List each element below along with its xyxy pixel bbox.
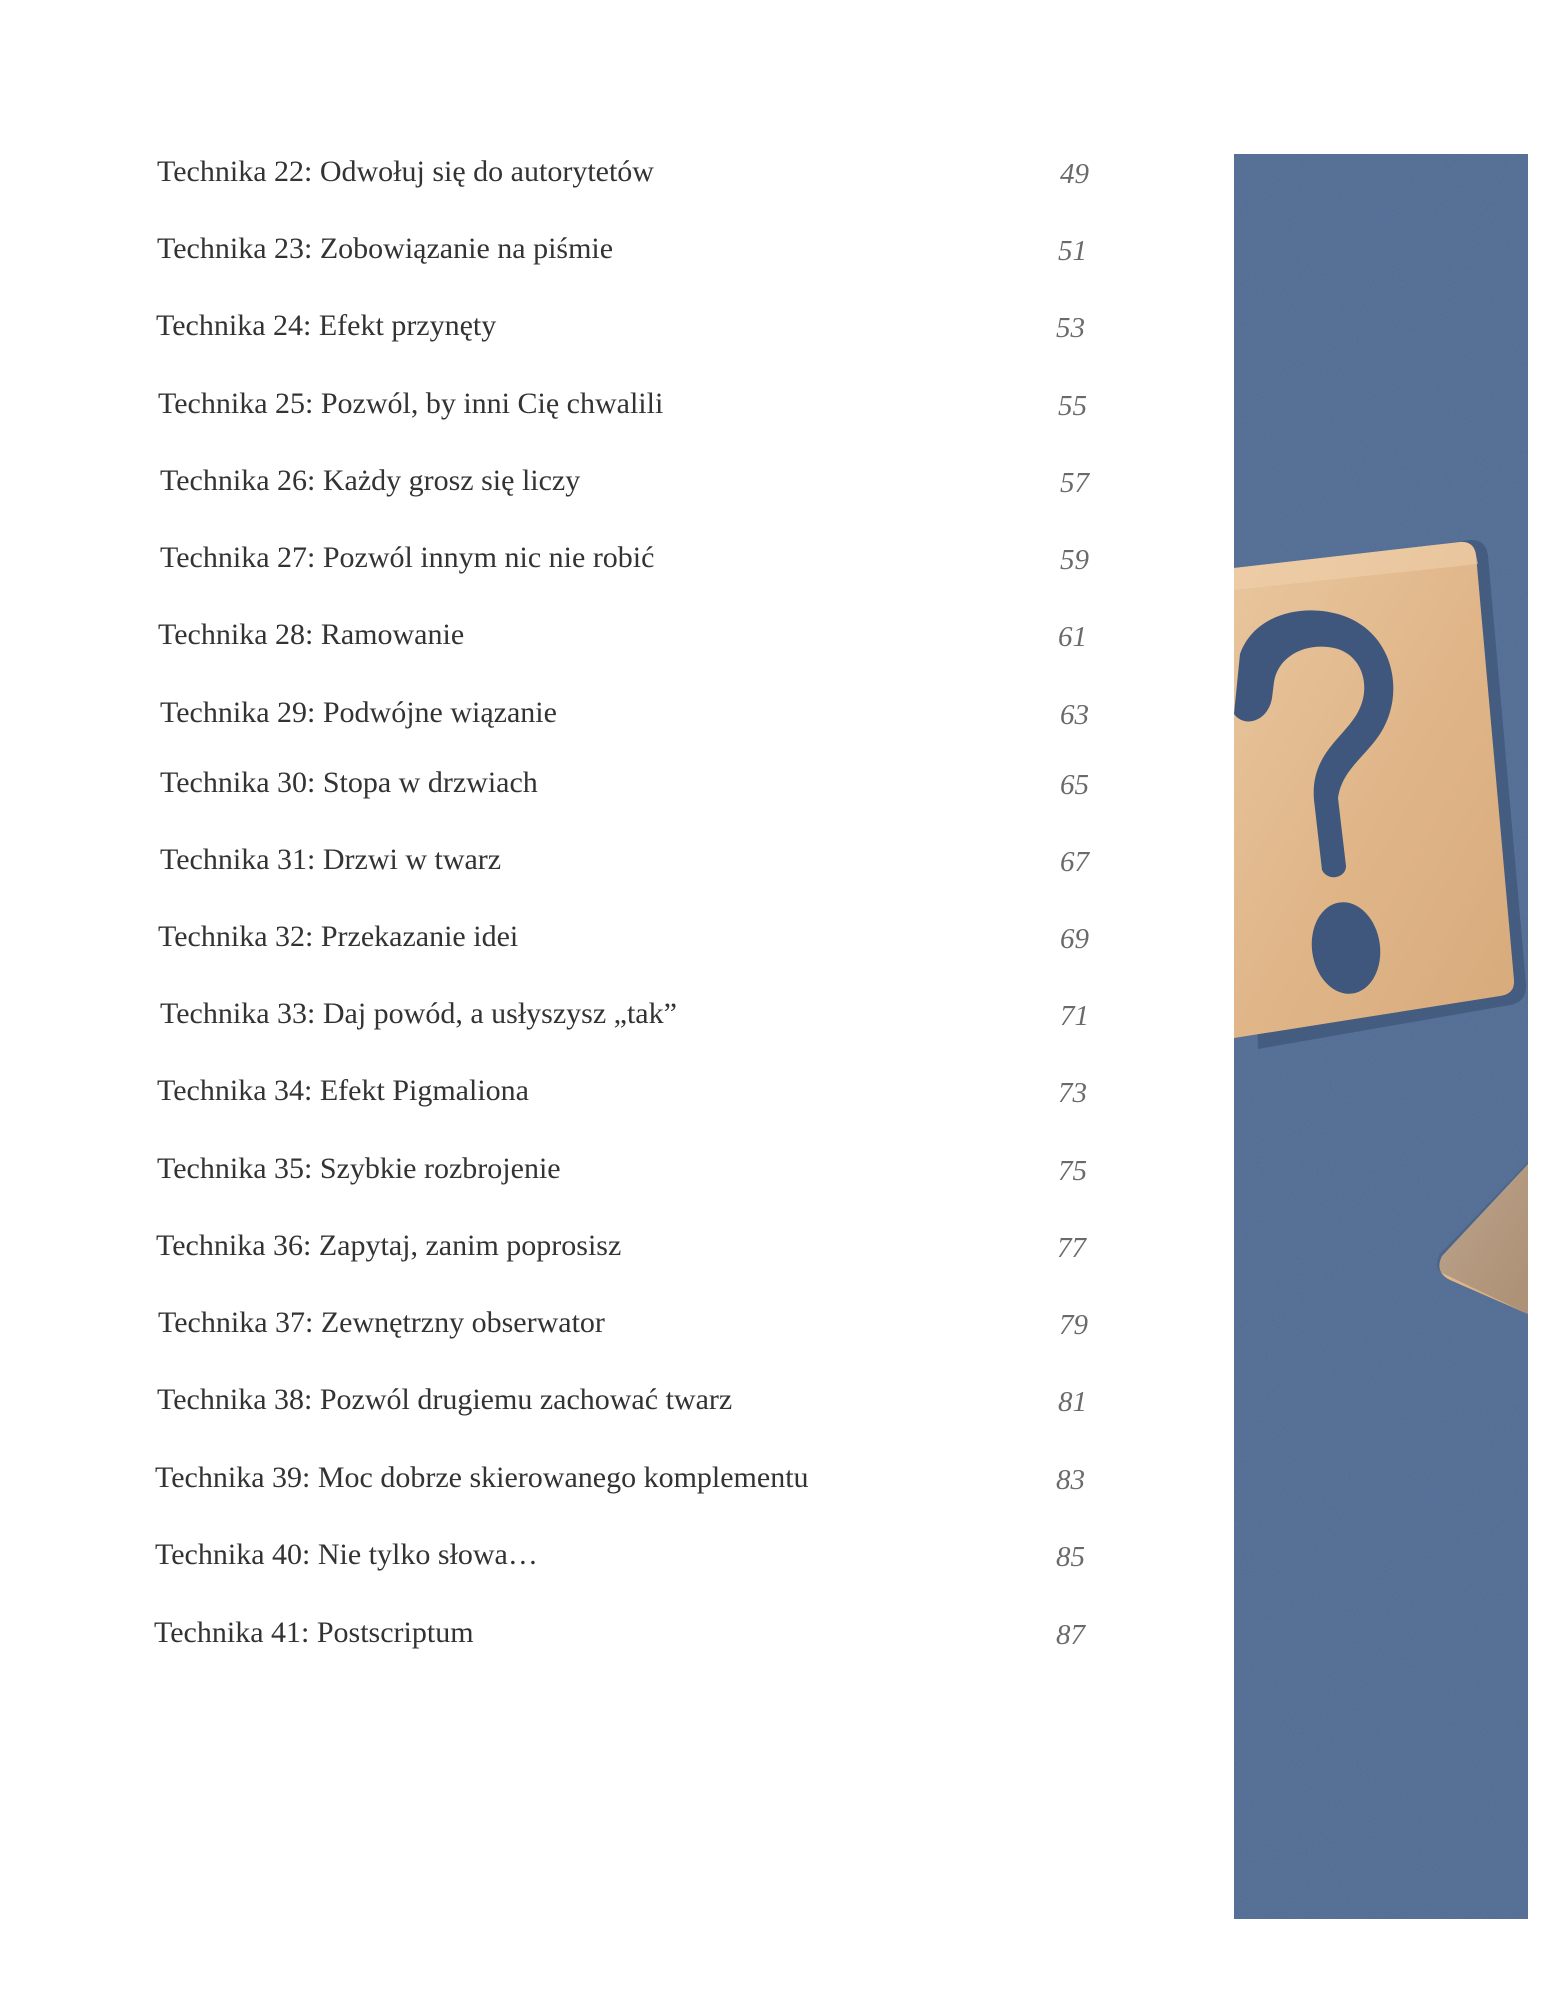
toc-entry-title: Technika 34: Efekt Pigmaliona bbox=[157, 1074, 529, 1107]
toc-entry-page: 69 bbox=[1060, 923, 1089, 955]
toc-entry[interactable] bbox=[156, 1226, 1086, 1286]
toc-entry-title: Technika 31: Drzwi w twarz bbox=[160, 843, 502, 876]
toc-entry-title: Technika 22: Odwołuj się do autorytetów bbox=[157, 155, 654, 188]
toc-entry[interactable] bbox=[155, 1458, 1085, 1518]
toc-entry-page: 71 bbox=[1060, 1000, 1089, 1032]
toc-entry-title: Technika 38: Pozwól drugiemu zachować twarz bbox=[157, 1383, 733, 1416]
toc-entry-page: 57 bbox=[1060, 467, 1089, 499]
toc-entry-page: 83 bbox=[1056, 1464, 1085, 1496]
toc-entry[interactable] bbox=[160, 538, 1089, 598]
toc-entry[interactable] bbox=[157, 1071, 1087, 1131]
toc-entry[interactable] bbox=[160, 994, 1089, 1054]
toc-entry-title: Technika 32: Przekazanie idei bbox=[158, 920, 519, 953]
toc-entry[interactable] bbox=[160, 693, 1089, 753]
toc-entry[interactable] bbox=[155, 1535, 1085, 1595]
toc-entry-title: Technika 28: Ramowanie bbox=[158, 618, 465, 651]
toc-entry-page: 59 bbox=[1060, 544, 1089, 576]
toc-entry-title: Technika 24: Efekt przynęty bbox=[156, 309, 497, 342]
toc-entry-page: 61 bbox=[1058, 621, 1087, 653]
toc-entry-page: 53 bbox=[1056, 312, 1085, 344]
toc-entry-title: Technika 37: Zewnętrzny obserwator bbox=[158, 1306, 605, 1339]
toc-entry-title: Technika 29: Podwójne wiązanie bbox=[160, 696, 557, 729]
toc-entry-page: 55 bbox=[1058, 390, 1087, 422]
toc-entry-page: 63 bbox=[1060, 699, 1089, 731]
toc-entry-title: Technika 25: Pozwól, by inni Cię chwalili bbox=[158, 387, 664, 420]
toc-entry-title: Technika 39: Moc dobrze skierowanego komplementu bbox=[155, 1461, 809, 1494]
toc-entry-page: 51 bbox=[1058, 235, 1087, 267]
toc-entry-title: Technika 41: Postscriptum bbox=[154, 1616, 474, 1649]
toc-entry[interactable] bbox=[156, 306, 1085, 366]
decorative-photo bbox=[1234, 154, 1528, 1919]
toc-entry[interactable] bbox=[160, 840, 1089, 900]
toc-entry-title: Technika 23: Zobowiązanie na piśmie bbox=[157, 232, 614, 265]
toc-entry[interactable] bbox=[158, 384, 1087, 444]
toc-entry-page: 49 bbox=[1060, 158, 1089, 190]
toc-entry-page: 65 bbox=[1060, 769, 1089, 801]
toc-entry-title: Technika 33: Daj powód, a usłyszysz „tak” bbox=[160, 997, 677, 1030]
toc-entry-title: Technika 35: Szybkie rozbrojenie bbox=[157, 1152, 561, 1185]
toc-entry-title: Technika 36: Zapytaj, zanim poprosisz bbox=[156, 1229, 622, 1262]
toc-entry-page: 67 bbox=[1060, 846, 1089, 878]
toc-entry-page: 73 bbox=[1058, 1077, 1087, 1109]
toc-entry-page: 85 bbox=[1056, 1541, 1085, 1573]
toc-entry-page: 77 bbox=[1057, 1232, 1086, 1264]
toc-entry[interactable] bbox=[157, 229, 1087, 289]
toc-entry-page: 87 bbox=[1056, 1619, 1085, 1651]
toc-entry-title: Technika 30: Stopa w drzwiach bbox=[160, 766, 538, 799]
toc-entry[interactable] bbox=[157, 1380, 1087, 1440]
toc-entry-title: Technika 27: Pozwól innym nic nie robić bbox=[160, 541, 655, 574]
toc-entry[interactable] bbox=[160, 461, 1089, 521]
toc-entry-page: 81 bbox=[1058, 1386, 1087, 1418]
toc-entry[interactable] bbox=[154, 1613, 1085, 1673]
toc-entry[interactable] bbox=[157, 152, 1089, 212]
toc-entry-page: 79 bbox=[1059, 1309, 1088, 1341]
question-mark-blocks-image bbox=[1234, 154, 1528, 1919]
toc-entry[interactable] bbox=[158, 1303, 1088, 1363]
toc-entry-title: Technika 26: Każdy grosz się liczy bbox=[160, 464, 581, 497]
toc-entry[interactable] bbox=[158, 615, 1087, 675]
toc-entry-title: Technika 40: Nie tylko słowa… bbox=[155, 1538, 538, 1571]
toc-entry[interactable] bbox=[160, 763, 1089, 823]
toc-entry[interactable] bbox=[158, 917, 1089, 977]
toc-entry[interactable] bbox=[157, 1149, 1087, 1209]
toc-entry-page: 75 bbox=[1058, 1155, 1087, 1187]
